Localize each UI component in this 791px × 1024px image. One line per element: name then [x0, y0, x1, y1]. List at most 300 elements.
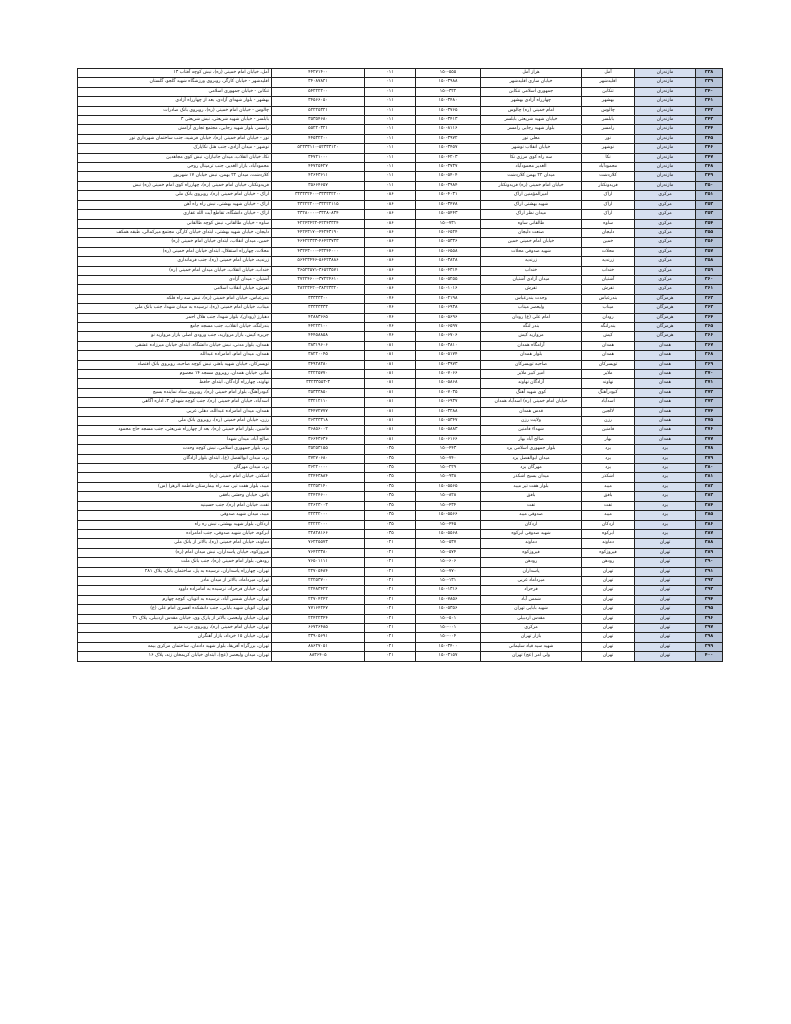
table-row — [78, 163, 723, 172]
row-number: ۳۶۴ — [696, 313, 723, 322]
address-cell: اراک - خیابان شهید بهشتی، نبش راه راه آهن — [78, 200, 272, 209]
row-number: ۳۴۹ — [696, 172, 723, 181]
address-cell: تهران، چهارراه پاسداران، نرسیده به پل، ساختمان بانک، پلاک ۲۸۱ — [78, 567, 272, 576]
table-row — [78, 78, 723, 87]
phone-cell: ۲۲۴۸۳۴۲۲ — [272, 586, 365, 595]
address-cell: اقلیدشهر - خیابان کارگر، روبروی ورزشگاه شهید گلجو، گلستان — [78, 78, 272, 87]
address-cell: همدان، بلوار مدنی، نبش خیابان دانشگاه، ابتدای خیابان میرزاده عشقی — [78, 341, 272, 350]
branch-code-cell: ۱۵۰-۰۰۴ — [416, 633, 481, 642]
city-cell: تنکابن — [582, 87, 635, 96]
address-cell: چالوس - خیابان امام خمینی (ره)، روبروی بانک صادرات — [78, 106, 272, 115]
province-cell: همدان — [635, 388, 696, 397]
province-cell: هرمزگان — [635, 322, 696, 331]
row-number: ۳۷۶ — [696, 426, 723, 435]
province-cell: تهران — [635, 548, 696, 557]
province-cell: همدان — [635, 360, 696, 369]
province-cell: همدان — [635, 370, 696, 379]
table-row — [78, 370, 723, 379]
province-cell: یزد — [635, 473, 696, 482]
branch-code-cell: ۱۵۰-۳۹۷۲ — [416, 134, 481, 143]
branch-code-cell: ۱۵۰-۸۱۱۶ — [416, 125, 481, 134]
branch-name-cell: بلوار شهید رجایی رامسر — [481, 125, 582, 134]
area-code-cell: ۰۲۱ — [365, 539, 416, 548]
address-cell: ملایر، خیابان همدان، روبروی مسجد ۱۴ معصوم — [78, 370, 272, 379]
phone-cell: ۳۶۳۳۳۳۱۸ — [272, 417, 365, 426]
branch-name-cell: امام خمینی (ره) چالوس — [481, 106, 582, 115]
table-row — [78, 426, 723, 435]
branch-code-cell: ۱۵۰-۳۷۳۷ — [416, 163, 481, 172]
row-number: ۳۵۵ — [696, 228, 723, 237]
branch-name-cell: بندر لنگه — [481, 322, 582, 331]
city-cell: بندرعباس — [582, 294, 635, 303]
address-cell: کلاردشت، میدان ۲۲ بهمن، نبش خیابان ۱۷ شهریور — [78, 172, 272, 181]
city-cell: ساوه — [582, 219, 635, 228]
city-cell: فامنین — [582, 426, 635, 435]
city-cell: اقلیدشهر — [582, 78, 635, 87]
branch-code-cell: ۱۵۰-۶۹۳۷ — [416, 398, 481, 407]
phone-cell: ۳۶۲۲۰۰۰۰ — [272, 464, 365, 473]
city-cell: رودان — [582, 313, 635, 322]
address-cell: دهبارز (رودان)، بلوار شهدا، جنب هلال احمر — [78, 313, 272, 322]
phone-cell: ۴۶۴۲۲۳۳۳-۴۶۴۲۳۷۳۳ — [272, 238, 365, 247]
address-cell: یزد، میدان ابوالفضل (ع)، ابتدای بلوار آزادگان — [78, 454, 272, 463]
address-cell: رودهن، بلوار امام خمینی (ره)، جنب بانک ملت — [78, 558, 272, 567]
province-cell: تهران — [635, 642, 696, 651]
address-cell: زرندیه، خیابان امام خمینی (ره)، جنب فرمانداری — [78, 257, 272, 266]
row-number: ۳۸۴ — [696, 501, 723, 510]
area-code-cell: ۰۷۶ — [365, 322, 416, 331]
branch-code-cell: ۱۵۰-۷۰۳۵ — [416, 388, 481, 397]
area-code-cell: ۰۱۱ — [365, 78, 416, 87]
phone-cell: ۴۲۸۸۳۶۶۵ — [272, 313, 365, 322]
area-code-cell: ۰۳۵ — [365, 482, 416, 491]
row-number: ۳۷۰ — [696, 370, 723, 379]
area-code-cell: ۰۲۱ — [365, 652, 416, 661]
province-cell: همدان — [635, 379, 696, 388]
address-cell: نکا، خیابان انقلاب، میدان جانبازان، نبش کوی مجاهدین — [78, 153, 272, 162]
city-cell: کلاردشت — [582, 172, 635, 181]
province-cell: مرکزی — [635, 210, 696, 219]
province-cell: مرکزی — [635, 247, 696, 256]
province-cell: مازندران — [635, 69, 696, 78]
phone-cell: ۲۲۲۵۳۷۰۰ — [272, 576, 365, 585]
area-code-cell: ۰۸۱ — [365, 370, 416, 379]
province-cell: یزد — [635, 520, 696, 529]
table-row — [78, 567, 723, 576]
area-code-cell: ۰۳۵ — [365, 511, 416, 520]
table-row — [78, 322, 723, 331]
table-row — [78, 482, 723, 491]
province-cell: مازندران — [635, 116, 696, 125]
province-cell: یزد — [635, 454, 696, 463]
city-cell: تهران — [582, 586, 635, 595]
branch-code-cell: ۱۵۰-۵۳۴۷ — [416, 417, 481, 426]
row-number: ۳۹۴ — [696, 595, 723, 604]
branch-code-cell: ۱۵۰-۶۵۵۸ — [416, 247, 481, 256]
area-code-cell: ۰۸۱ — [365, 379, 416, 388]
address-cell: اراک - خیابان دانشگاه، تقاطع آیت الله غفاری — [78, 210, 272, 219]
table-row — [78, 351, 723, 360]
branch-name-cell: چهارراه آزادی بهشهر — [481, 97, 582, 106]
row-number: ۳۵۲ — [696, 200, 723, 209]
phone-cell: ۳۳۲۲۲۲۰۰-۳۳۲۲۲۱۱۵ — [272, 200, 365, 209]
address-cell: تهران، خیابان شمس آباد، نرسیده به اتوبان، کوچه چهارم — [78, 595, 272, 604]
province-cell: مازندران — [635, 144, 696, 153]
branch-code-cell: ۱۵۰-۳۸۱۰ — [416, 341, 481, 350]
row-number: ۳۷۴ — [696, 407, 723, 416]
province-cell: تهران — [635, 633, 696, 642]
city-cell: محلات — [582, 247, 635, 256]
phone-cell: ۳۴۷۲۱۰۰۰ — [272, 153, 365, 162]
address-cell: تهران، خیابان ۱۵ خرداد، بازار آهنگران — [78, 633, 272, 642]
area-code-cell: ۰۸۶ — [365, 257, 416, 266]
address-cell: خمین، میدان انقلاب، ابتدای خیابان امام خمینی (ره) — [78, 238, 272, 247]
phone-cell: ۳۷۲۲۴۶۰۰-۳۷۲۲۴۶۱۰ — [272, 275, 365, 284]
province-cell: مازندران — [635, 87, 696, 96]
area-code-cell: ۰۸۶ — [365, 238, 416, 247]
branch-name-cell: مروارید کیش — [481, 332, 582, 341]
table-row — [78, 379, 723, 388]
table-row — [78, 642, 723, 651]
table-row — [78, 172, 723, 181]
province-cell: تهران — [635, 586, 696, 595]
table-row — [78, 473, 723, 482]
branch-name-cell: شهید بابایی تهران — [481, 605, 582, 614]
row-number: ۳۷۳ — [696, 398, 723, 407]
area-code-cell: ۰۱۱ — [365, 144, 416, 153]
branch-name-cell: امیرالمؤمنین اراک — [481, 191, 582, 200]
area-code-cell: ۰۳۵ — [365, 501, 416, 510]
address-cell: آشتیان - میدان آزادی — [78, 275, 272, 284]
phone-cell: ۴۲۶۴۳۶۱۱ — [272, 172, 365, 181]
table-row — [78, 464, 723, 473]
phone-cell: ۳۲۲۲۲۰۰۰ — [272, 520, 365, 529]
province-cell: مرکزی — [635, 266, 696, 275]
phone-cell: ۳۳۲۳۳۵۵۳-۳ — [272, 379, 365, 388]
table-row — [78, 586, 723, 595]
area-code-cell: ۰۸۱ — [365, 398, 416, 407]
table-row — [78, 191, 723, 200]
city-cell: میبد — [582, 511, 635, 520]
province-cell: مازندران — [635, 163, 696, 172]
province-cell: مرکزی — [635, 191, 696, 200]
branch-code-cell: ۱۵۰-۲۲۹ — [416, 464, 481, 473]
phone-cell: ۳۲۶۲۳۰۰۳ — [272, 501, 365, 510]
phone-cell: ۳۵۲۵۳۱۵۵ — [272, 445, 365, 454]
area-code-cell: ۰۸۱ — [365, 360, 416, 369]
branch-code-cell: ۱۵۰-۳۷۶۵ — [416, 106, 481, 115]
address-cell: اردکان، بلوار شهید بهشتی، نبش ره راه — [78, 520, 272, 529]
branch-code-cell: ۱۵۰-۳۲۸۸ — [416, 407, 481, 416]
city-cell: یزد — [582, 464, 635, 473]
province-cell: همدان — [635, 407, 696, 416]
row-number: ۳۶۸ — [696, 351, 723, 360]
city-cell: چالوس — [582, 106, 635, 115]
branch-name-cell: امام علی (ع) رودان — [481, 313, 582, 322]
row-number: ۳۹۱ — [696, 567, 723, 576]
province-cell: یزد — [635, 492, 696, 501]
table-row — [78, 445, 723, 454]
phone-cell: ۳۲۴۲۴۶۰۰ — [272, 492, 365, 501]
city-cell: تهران — [582, 623, 635, 632]
address-cell: بافق، خیابان وحشی بافقی — [78, 492, 272, 501]
province-cell: تهران — [635, 605, 696, 614]
area-code-cell: ۰۸۱ — [365, 351, 416, 360]
branch-name-cell: شهداء فامنین — [481, 426, 582, 435]
table-row — [78, 548, 723, 557]
branch-name-cell: اردکان — [481, 520, 582, 529]
province-cell: یزد — [635, 445, 696, 454]
table-row — [78, 623, 723, 632]
branch-name-cell: میدان ۲۲ بهمن کلاردشت — [481, 172, 582, 181]
area-code-cell: ۰۱۱ — [365, 181, 416, 190]
address-cell: تهران، میدان ولیعصر (عج)، ابتدای خیابان کریمخان زند، پلاک ۱۶ — [78, 652, 272, 661]
city-cell: بندرلنگه — [582, 322, 635, 331]
table-row — [78, 501, 723, 510]
branch-code-cell: ۱۵۰-۳۸۲۸ — [416, 257, 481, 266]
phone-cell: ۵۲۳۳۳۱۱۰-۵۲۳۳۳۱۲۰ — [272, 144, 365, 153]
branch-code-cell: ۱۵۰-۱۰۱۶ — [416, 285, 481, 294]
phone-cell: ۵۵۲۲۰۳۲۱ — [272, 125, 365, 134]
branch-name-cell: خیابان امام خمینی (ره) اسدآباد همدان — [481, 398, 582, 407]
table-row — [78, 539, 723, 548]
city-cell: دلیجان — [582, 228, 635, 237]
address-cell: فریدونکنار، خیابان امام خمینی (ره)، چهارراه کوی امام خمینی (ره) نبش — [78, 181, 272, 190]
area-code-cell: ۰۸۶ — [365, 200, 416, 209]
row-number: ۳۸۵ — [696, 511, 723, 520]
row-number: ۳۸۳ — [696, 492, 723, 501]
phone-cell: ۴۴۴۵۸۸۵۸ — [272, 332, 365, 341]
city-cell: همدان — [582, 351, 635, 360]
row-number: ۳۴۶ — [696, 144, 723, 153]
province-cell: هرمزگان — [635, 294, 696, 303]
area-code-cell: ۰۳۵ — [365, 454, 416, 463]
branch-name-cell: خیابان شهید شریعتی بابلسر — [481, 116, 582, 125]
city-cell: بابلسر — [582, 116, 635, 125]
branch-code-cell: ۱۵۰-۵۸۶۸ — [416, 379, 481, 388]
branch-code-cell: ۱۵۰-۵۴۰۴ — [416, 172, 481, 181]
table-row — [78, 97, 723, 106]
area-code-cell: ۰۷۶ — [365, 304, 416, 313]
row-number: ۳۴۱ — [696, 97, 723, 106]
branch-name-cell: خنداب — [481, 266, 582, 275]
branch-name-cell: فرحزاد — [481, 586, 582, 595]
area-code-cell: ۰۸۶ — [365, 191, 416, 200]
table-row — [78, 219, 723, 228]
phone-cell: ۳۳۳۳۳۲۴۰۰-۳۳۳۳۳۲۲۰۰ — [272, 191, 365, 200]
branch-code-cell: ۱۵۰-۴۳۱۴ — [416, 266, 481, 275]
phone-cell: ۳۸۳۱۹۶۰۶ — [272, 341, 365, 350]
city-cell: کبودرآهنگ — [582, 388, 635, 397]
table-row — [78, 294, 723, 303]
phone-cell: ۳۵۳۵۴۶۸۰ — [272, 116, 365, 125]
address-cell: یزد، میدان مهرگان — [78, 464, 272, 473]
row-number: ۳۵۴ — [696, 219, 723, 228]
phone-cell: ۳۸۲۲۰۰۴۵ — [272, 351, 365, 360]
city-cell: تهران — [582, 614, 635, 623]
table-row — [78, 304, 723, 313]
row-number: ۳۴۸ — [696, 163, 723, 172]
phone-cell: ۸۸۶۲۷۰۵۱ — [272, 642, 365, 651]
row-number: ۳۶۲ — [696, 294, 723, 303]
row-number: ۳۸۶ — [696, 520, 723, 529]
phone-cell: ۳۲۴۴۳۸۸۴ — [272, 473, 365, 482]
area-code-cell: ۰۲۱ — [365, 567, 416, 576]
table-row — [78, 417, 723, 426]
branch-name-cell: پاسداران — [481, 567, 582, 576]
city-cell: فیروزکوه — [582, 548, 635, 557]
city-cell: نکا — [582, 153, 635, 162]
branch-name-cell: خیابان انقلاب نوشهر — [481, 144, 582, 153]
area-code-cell: ۰۱۱ — [365, 172, 416, 181]
address-cell: تفت، خیابان امام (ره)، جنب حسینیه — [78, 501, 272, 510]
branch-name-cell: رودهن — [481, 558, 582, 567]
address-cell: یزد، بلوار جمهوری اسلامی، نبش کوچه وحدت — [78, 445, 272, 454]
phone-cell: ۸۸۳۶۴۰۵ — [272, 652, 365, 661]
address-cell: رامسر، بلوار شهید رجایی، مجتمع تجاری آرامش — [78, 125, 272, 134]
table-row — [78, 454, 723, 463]
address-cell: نوشهر - میدان آزادی، جنب هتل نکاپارک — [78, 144, 272, 153]
province-cell: مازندران — [635, 97, 696, 106]
branch-name-cell: تفت — [481, 501, 582, 510]
phone-cell: ۳۶۸۵۶۰۰۲ — [272, 426, 365, 435]
province-cell: یزد — [635, 529, 696, 538]
area-code-cell: ۰۱۱ — [365, 163, 416, 172]
address-cell: نور - خیابان امام خمینی (ره)، خیابان فرشید، جنب ساختمان شهرداری نور — [78, 134, 272, 143]
branch-code-cell: ۱۵۰-۵۵۶۸ — [416, 529, 481, 538]
city-cell: اشکذر — [582, 473, 635, 482]
phone-cell: ۵۲۲۲۵۳۲۱ — [272, 106, 365, 115]
row-number: ۳۵۰ — [696, 181, 723, 190]
phone-cell: ۳۳۲۸۰۰۰۰-۳۳۲۸۰۸۳۴ — [272, 210, 365, 219]
area-code-cell: ۰۷۶ — [365, 313, 416, 322]
branch-name-cell: بلوار جمهوری اسلامی یزد — [481, 445, 582, 454]
phone-cell: ۳۲۳۳۲۰۰۰ — [272, 511, 365, 520]
table-row — [78, 652, 723, 661]
branch-code-cell: ۱۵۰-۲۱۹۸ — [416, 294, 481, 303]
row-number: ۳۴۵ — [696, 134, 723, 143]
branch-code-cell: ۱۵۰-۹۳۸ — [416, 473, 481, 482]
address-cell: تهران، خیابان ولیعصر، بالاتر از پارک وی، خیابان مقدس اردبیلی، پلاک ۲۱ — [78, 614, 272, 623]
branch-code-cell: ۱۵۰-۶۷۰۶ — [416, 332, 481, 341]
area-code-cell: ۰۱۱ — [365, 125, 416, 134]
phone-cell: ۳۴۹۲۸۲۸۰ — [272, 360, 365, 369]
address-cell: ابرکوه، خیابان شهید صدوقی، جنب امامزاده — [78, 529, 272, 538]
address-cell: خنداب، خیابان انقلاب، خیابان میدان امام خمینی (ره) — [78, 266, 272, 275]
branch-code-cell: ۱۵۰-۶۱۶۶ — [416, 435, 481, 444]
city-cell: رزن — [582, 417, 635, 426]
address-cell: اراک - خیابان امام خمینی (ره)، روبروی بانک ملی — [78, 191, 272, 200]
city-cell: نهاوند — [582, 379, 635, 388]
branch-code-cell: ۱۵۰-۳۹۸۴ — [416, 181, 481, 190]
address-cell: صالح آباد، میدان شهدا — [78, 435, 272, 444]
city-cell: خمین — [582, 238, 635, 247]
row-number: ۳۶۳ — [696, 304, 723, 313]
area-code-cell: ۰۱۱ — [365, 106, 416, 115]
row-number: ۳۳۹ — [696, 78, 723, 87]
row-number: ۳۶۶ — [696, 332, 723, 341]
branch-name-cell: فیروزکوه — [481, 548, 582, 557]
branch-code-cell: ۱۵۰-۳۹۸۸ — [416, 78, 481, 87]
phone-cell: ۳۸۲۲۳۴۲۰-۳۸۲۲۳۳۲۰ — [272, 285, 365, 294]
phone-cell: ۳۶۶۴۳۶۳۶ — [272, 435, 365, 444]
branch-code-cell: ۱۵۰-۰۰۱ — [416, 623, 481, 632]
province-cell: تهران — [635, 652, 696, 661]
phone-cell: ۳۴۵۶۶۰۵۰ — [272, 97, 365, 106]
area-code-cell: ۰۲۱ — [365, 614, 416, 623]
city-cell: اردکان — [582, 520, 635, 529]
province-cell: مازندران — [635, 181, 696, 190]
area-code-cell: ۰۱۱ — [365, 116, 416, 125]
table-row — [78, 210, 723, 219]
branch-code-cell: ۱۵۰-۶۵۲۴ — [416, 228, 481, 237]
area-code-cell: ۰۲۱ — [365, 623, 416, 632]
row-number: ۳۶۱ — [696, 285, 723, 294]
area-code-cell: ۰۸۶ — [365, 228, 416, 237]
row-number: ۳۵۸ — [696, 257, 723, 266]
city-cell: تهران — [582, 595, 635, 604]
branch-name-cell: خیابان ساری اقلیدشهر — [481, 78, 582, 87]
table-row — [78, 341, 723, 350]
row-number: ۳۷۵ — [696, 417, 723, 426]
branch-name-cell: بافق — [481, 492, 582, 501]
row-number: ۳۶۹ — [696, 360, 723, 369]
branch-name-cell: صالح آباد بهار — [481, 435, 582, 444]
city-cell: رامسر — [582, 125, 635, 134]
branch-name-cell: معلی نور — [481, 134, 582, 143]
province-cell: مازندران — [635, 125, 696, 134]
address-cell: دلیجان، خیابان شهید بهشتی، ابتدای خیابان کارگر، مجتمع میرکمالی، طبقه همکف — [78, 228, 272, 237]
branch-name-cell: مرکزی — [481, 623, 582, 632]
table-row — [78, 228, 723, 237]
city-cell: لالجین — [582, 407, 635, 416]
branch-name-cell: بازار تهران — [481, 633, 582, 642]
area-code-cell: ۰۳۵ — [365, 464, 416, 473]
branch-name-cell: امیر کبیر ملایر — [481, 370, 582, 379]
city-cell: محمودآباد — [582, 163, 635, 172]
branch-code-cell: ۱۵۰-۵۶۹۶ — [416, 313, 481, 322]
branch-code-cell: ۱۵۰-۷۳۱ — [416, 219, 481, 228]
branch-name-cell: دماوند — [481, 539, 582, 548]
address-cell: آمل، خیابان امام خمینی (ره)، نبش کوچه آفتاب ۱۳ — [78, 69, 272, 78]
branch-table — [77, 68, 723, 662]
province-cell: مازندران — [635, 78, 696, 87]
address-cell: میبد، میدان شهید صدوقی — [78, 511, 272, 520]
address-cell: تفرش، خیابان انقلاب اسلامی — [78, 285, 272, 294]
province-cell: هرمزگان — [635, 332, 696, 341]
area-code-cell: ۰۲۱ — [365, 595, 416, 604]
phone-cell: ۴۴۵۳۲۲۰۰ — [272, 134, 365, 143]
branch-name-cell: صدوقی میبد — [481, 511, 582, 520]
table-row — [78, 520, 723, 529]
phone-cell: ۳۳۹۰۵۶۹۱ — [272, 633, 365, 642]
row-number: ۳۴۳ — [696, 116, 723, 125]
area-code-cell: ۰۳۵ — [365, 445, 416, 454]
branch-code-cell: ۱۵۰-۴۴۳ — [416, 445, 481, 454]
table-row — [78, 153, 723, 162]
table-row — [78, 332, 723, 341]
branch-name-cell: قدس همدان — [481, 407, 582, 416]
area-code-cell: ۰۸۱ — [365, 407, 416, 416]
table-row — [78, 313, 723, 322]
row-number: ۳۴۷ — [696, 153, 723, 162]
branch-code-cell: ۱۵۰-۳۴۰۰ — [416, 642, 481, 651]
branch-name-cell: شهید صدوقی محلات — [481, 247, 582, 256]
phone-cell: ۴۴۲۴۳۱۷۰-۴۴۲۴۳۱۹۰ — [272, 228, 365, 237]
city-cell: آمل — [582, 69, 635, 78]
branch-code-cell: ۱۵۰-۴۰۳۱ — [416, 191, 481, 200]
province-cell: هرمزگان — [635, 313, 696, 322]
